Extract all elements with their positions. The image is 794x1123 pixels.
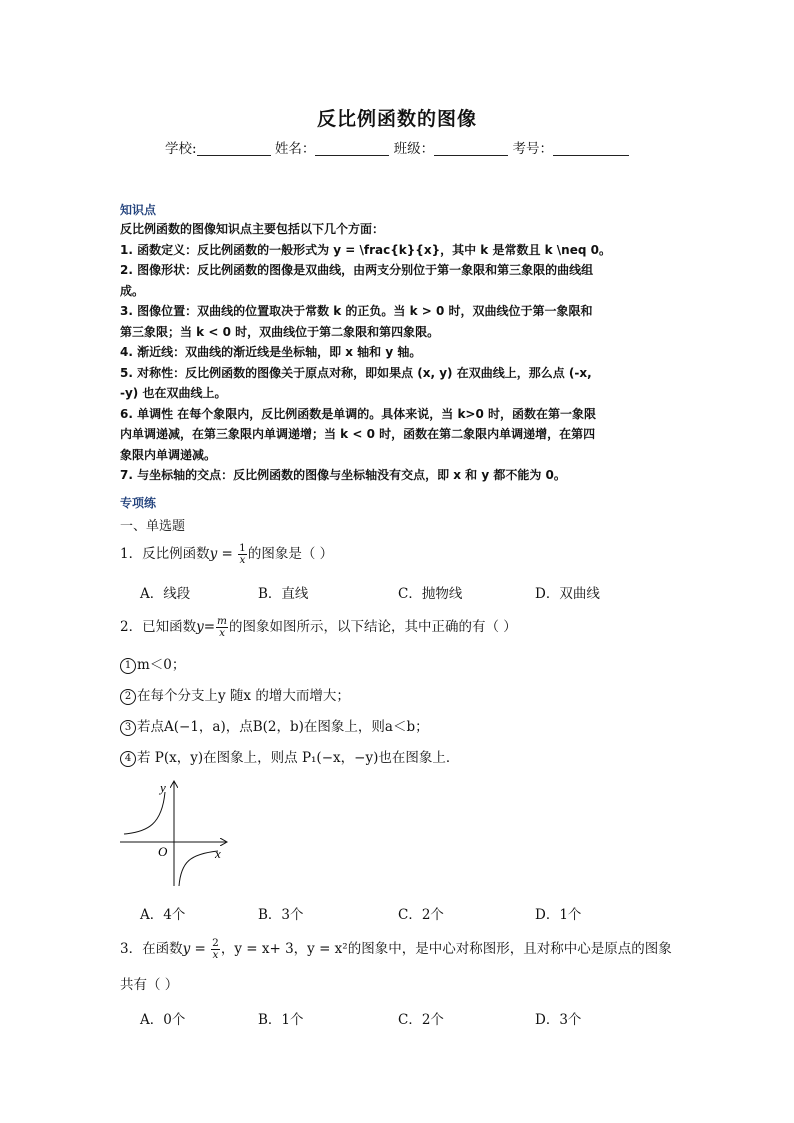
q3-option-d[interactable]: D．3个 [535,1012,582,1028]
q3-line-2: 共有（ ） [120,977,179,993]
circled-number: 3 [120,720,136,736]
q3-option-b[interactable]: B．1个 [258,1012,304,1028]
knowledge-line: 2. 图像形状：反比例函数的图像是双曲线，由两支分别位于第一象限和第三象限的曲线组 [120,263,594,277]
school-label: 学校: [165,141,197,157]
question-1 [120,543,333,566]
knowledge-line: -y) 也在双曲线上。 [120,386,227,400]
q3-fraction: $\frac{2}{x}$ [212,937,219,961]
student-info-line [0,137,794,157]
q1-fraction: $\frac{1}{x}$ [239,542,246,566]
page-title: 反比例函数的图像 [316,108,477,130]
q3-text: 3．在函数 [120,941,183,957]
curve-branch-4 [179,851,218,886]
circled-number: 4 [120,751,136,767]
practice-heading: 专项练 [120,496,157,510]
knowledge-line: 1. 函数定义：反比例函数的一般形式为 y = \frac{k}{x}，其中 k 是常数且 k \neq 0。 [120,242,611,257]
knowledge-heading: 知识点 [120,203,157,217]
q1-suffix: 的图象是（ ） [247,546,334,562]
q1-text: 1．反比例函数 [120,546,210,562]
knowledge-line: 象限内单调递减。 [120,447,217,462]
circled-number: 1 [120,658,136,674]
y-axis-label: y [160,780,166,795]
q2-option-c[interactable]: C．2个 [398,907,444,923]
curve-branch-2 [124,792,165,834]
q3-option-a[interactable]: A．0个 [140,1012,186,1028]
number-label: 考号： [512,141,553,157]
knowledge-line: 内单调递减，在第三象限内单调递增；当 k < 0 时，函数在第二象限内单调递增，在第四 [120,427,596,441]
class-field[interactable] [434,140,508,156]
circled-number: 2 [120,689,136,705]
q2-option-d[interactable]: D．1个 [535,907,582,923]
question-3: 3．在函数y = $\frac{2}{x}$ ，y = x+ 3，y = x²的图象中，是中心对称图形，且对称中心是原点的图象 [120,937,672,961]
q3-mid: ，y = x+ 3，y = x²的图象中，是中心对称图形，且对称中心是原点的图象 [220,941,672,957]
hyperbola-graph [118,778,230,890]
origin-label: O [158,844,168,859]
q1-option-d[interactable]: D．双曲线 [535,586,600,602]
q1-option-a[interactable]: A．线段 [140,586,191,602]
school-field[interactable] [197,140,271,156]
q2-text: 2．已知函数 [120,619,197,635]
knowledge-line: 3. 图像位置：双曲线的位置取决于常数 k 的正负。当 k > 0 时，双曲线位于第一象限和 [120,304,593,318]
knowledge-line: 4. 渐近线：双曲线的渐近线是坐标轴，即 x 轴和 y 轴。 [120,345,422,359]
knowledge-line: 成。 [120,283,145,298]
section-title: 一、单选题 [120,519,186,534]
class-label: 班级： [393,141,435,157]
knowledge-line: 5. 对称性：反比例函数的图像关于原点对称，即如果点 (x, y) 在双曲线上，那么点 (-x, [120,365,592,380]
knowledge-line: 6. 单调性 在每个象限内，反比例函数是单调的。具体来说，当 k>0 时，函数在第一象限 [120,406,597,421]
question-2: 2．已知函数y= $\frac{m}{x}$ 的图象如图所示，以下结论，其中正确的有（ ） [120,615,517,639]
q2-statement-1: 1 m＜0； [120,655,185,675]
knowledge-block [120,219,678,486]
q2-option-b[interactable]: B．3个 [258,907,304,923]
q1-eq: = [217,546,238,562]
name-field[interactable] [315,140,389,156]
number-field[interactable] [553,140,629,156]
knowledge-intro: 反比例函数的图像知识点主要包括以下几个方面： [120,222,385,236]
q3-option-c[interactable]: C．2个 [398,1012,444,1028]
q1-var: y [209,546,218,562]
q2-statement-4: 4 若 P(x，y)在图象上，则点 P₁(−x，−y)也在图象上． [120,748,459,768]
q2-suffix: 的图象如图所示，以下结论，其中正确的有（ ） [229,619,517,635]
q2-option-a[interactable]: A．4个 [140,907,186,923]
knowledge-line: 7. 与坐标轴的交点：反比例函数的图像与坐标轴没有交点，即 x 和 y 都不能为 0。 [120,468,566,482]
q2-statement-3: 3 若点A(−1，a)，点B(2，b)在图象上，则a＜b； [120,717,429,737]
knowledge-line: 第三象限；当 k < 0 时，双曲线位于第二象限和第四象限。 [120,324,440,339]
name-label: 姓名： [274,141,316,157]
x-axis-label: x [215,846,221,861]
q2-statement-2: 2 在每个分支上y 随x 的增大而增大； [120,686,350,706]
q1-option-b[interactable]: B．直线 [258,586,309,602]
q2-fraction: $\frac{m}{x}$ [217,615,228,639]
q1-option-c[interactable]: C．抛物线 [398,586,463,602]
